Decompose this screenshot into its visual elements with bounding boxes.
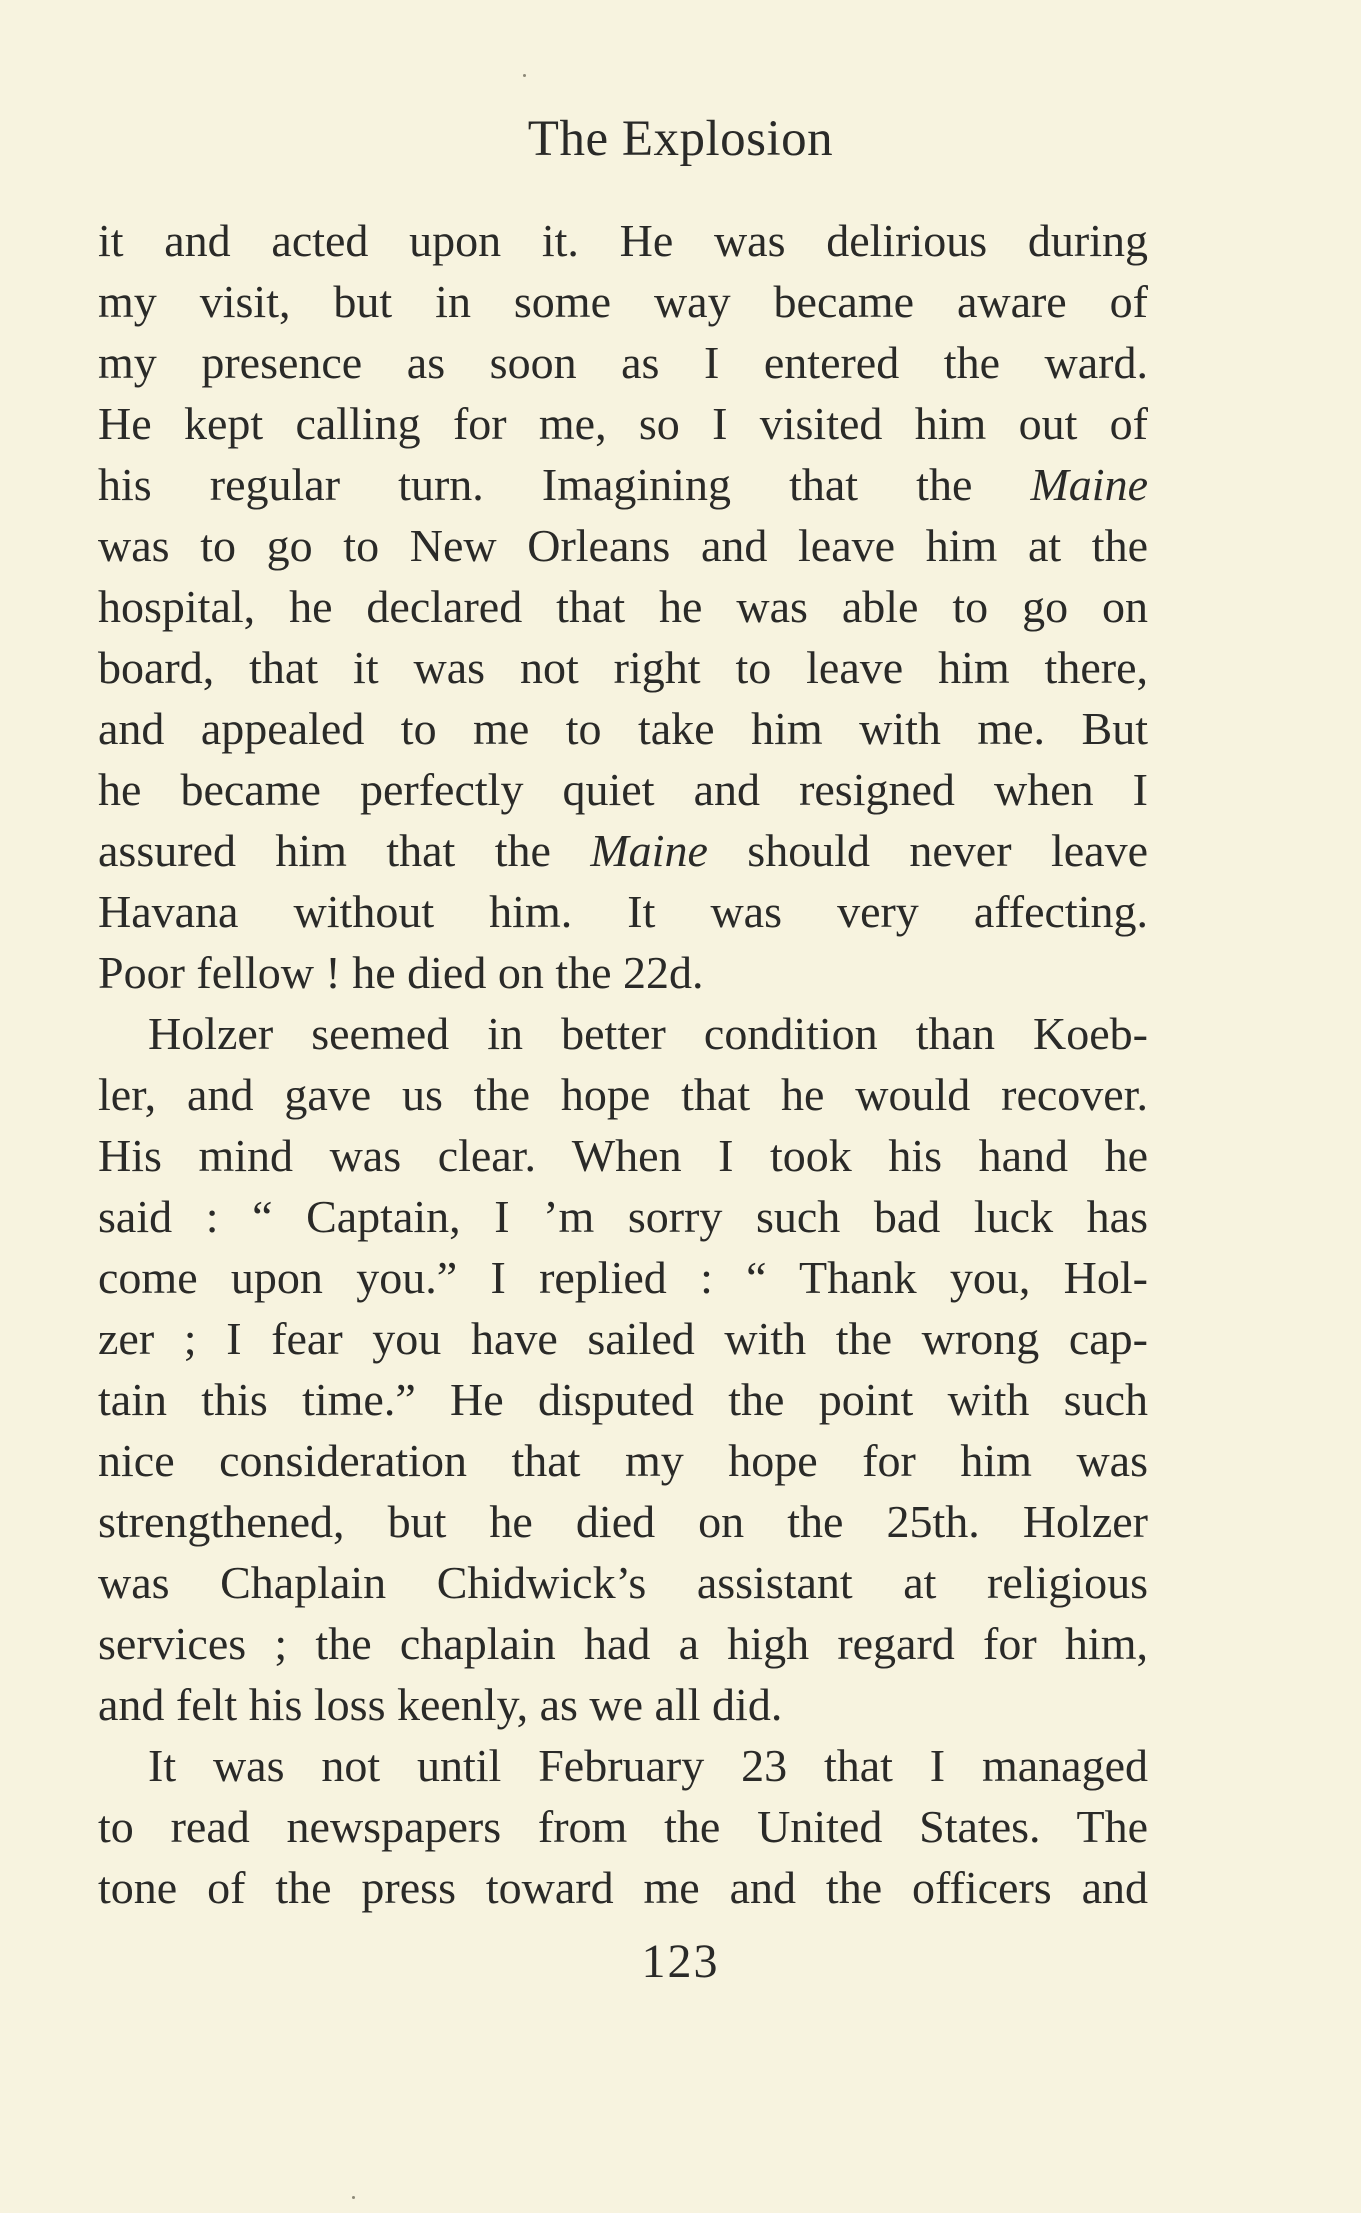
text-line: my presence as soon as I entered the ward. [98, 337, 1148, 388]
text-line: ler, and gave us the hope that he would recover. [98, 1069, 1148, 1120]
paper-speck [523, 74, 526, 77]
text-line: tone of the press toward me and the officers and [98, 1862, 1148, 1913]
text-line: he became perfectly quiet and resigned when I [98, 764, 1148, 815]
page-number: 123 [641, 1935, 720, 1988]
text-line: His mind was clear. When I took his hand he [98, 1130, 1148, 1181]
running-head: The Explosion [527, 111, 834, 167]
text-line: Poor fellow ! he died on the 22d. [98, 947, 704, 998]
text-line: said : “ Captain, I ’m sorry such bad luck has [98, 1191, 1148, 1242]
paragraph-first-line: Holzer seemed in better condition than Koeb- [148, 1008, 1148, 1059]
text-line: He kept calling for me, so I visited him out of [98, 398, 1148, 449]
text-line: strengthened, but he died on the 25th. Holzer [98, 1496, 1148, 1547]
text-line: zer ; I fear you have sailed with the wrong cap- [98, 1313, 1148, 1364]
ship-name: Maine [590, 825, 708, 876]
text-line-segment: should never leave [707, 825, 1148, 876]
paragraph-first-line: It was not until February 23 that I managed [148, 1740, 1148, 1791]
ship-name: Maine [1030, 459, 1148, 510]
text-line: tain this time.” He disputed the point with such [98, 1374, 1148, 1425]
text-line: my visit, but in some way became aware of [98, 276, 1148, 327]
text-line: Havana without him. It was very affecting. [98, 886, 1148, 937]
text-line: to read newspapers from the United States. The [98, 1801, 1148, 1852]
text-line [98, 820, 1148, 881]
text-line: board, that it was not right to leave him there, [98, 642, 1148, 693]
text-line [98, 454, 1148, 515]
paper-speck [352, 2196, 355, 2199]
text-line: and appealed to me to take him with me. But [98, 703, 1148, 754]
text-line-segment: assured him that the [98, 825, 591, 876]
text-line: hospital, he declared that he was able to go on [98, 581, 1148, 632]
text-line: it and acted upon it. He was delirious during [98, 215, 1148, 266]
text-line: was to go to New Orleans and leave him at the [98, 520, 1148, 571]
text-line: services ; the chaplain had a high regard for him, [98, 1618, 1148, 1669]
text-line: was Chaplain Chidwick’s assistant at religious [98, 1557, 1148, 1608]
text-line: and felt his loss keenly, as we all did. [98, 1679, 783, 1730]
text-line: nice consideration that my hope for him was [98, 1435, 1148, 1486]
text-line-segment: his regular turn. Imagining that the [98, 459, 1031, 510]
text-line: come upon you.” I replied : “ Thank you, Hol- [98, 1252, 1148, 1303]
body-text [98, 210, 1148, 1918]
